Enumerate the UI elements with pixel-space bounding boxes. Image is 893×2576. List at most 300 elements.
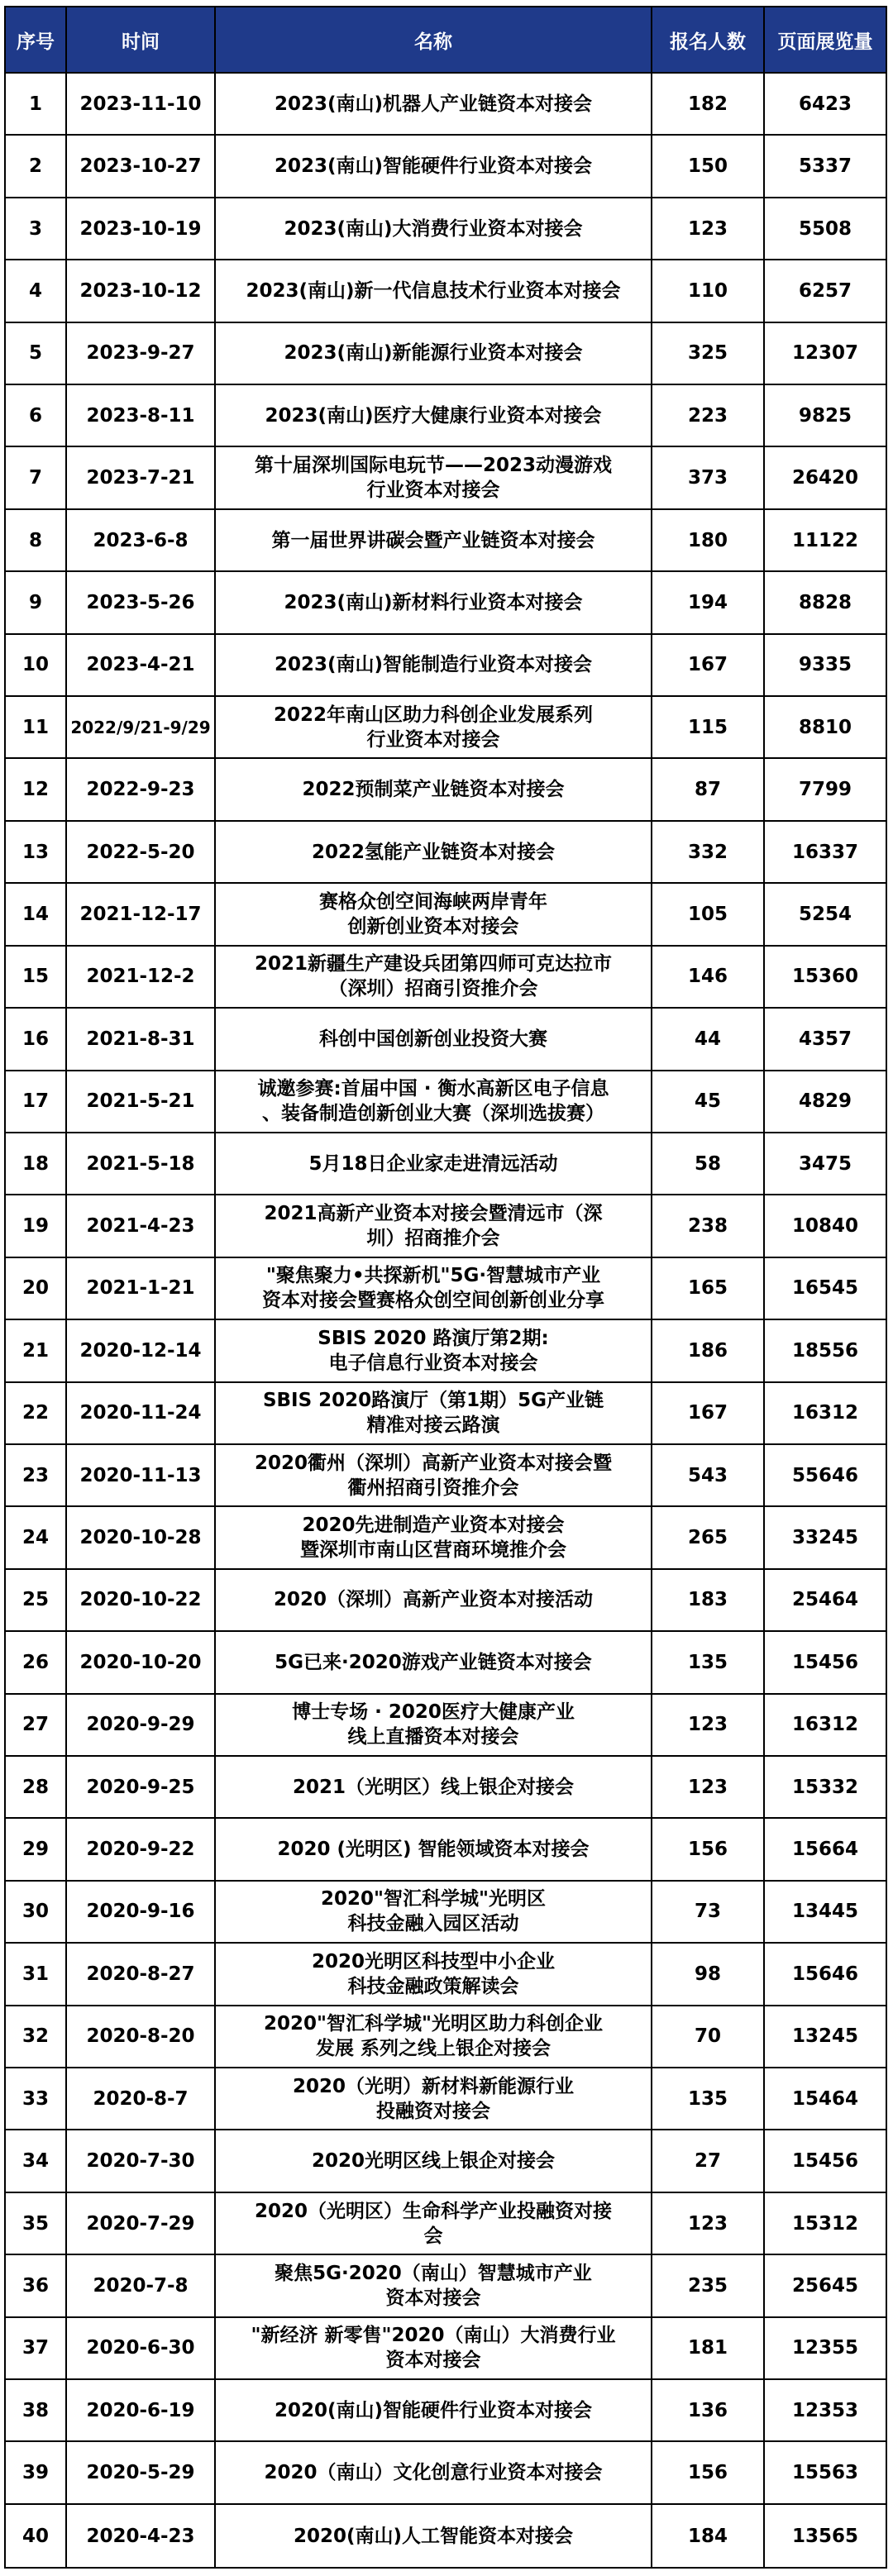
cell-name-line: 暨深圳市南山区营商环境推介会 [300,1539,566,1562]
cell-signups: 223 [652,385,765,447]
table-row [6,2442,886,2504]
cell-views: 4357 [765,1009,886,1071]
cell-name [216,198,652,260]
cell-signups: 180 [652,510,765,572]
cell-date: 2020-6-19 [67,2380,216,2442]
cell-name [216,1695,652,1757]
cell-index: 32 [6,2006,67,2068]
table-row [6,822,886,884]
table-row [6,1882,886,1944]
cell-index: 26 [6,1632,67,1694]
cell-date: 2023-8-11 [67,385,216,447]
cell-signups: 45 [652,1071,765,1133]
cell-views: 4829 [765,1071,886,1133]
cell-index: 12 [6,759,67,821]
cell-name-line: 行业资本对接会 [366,479,500,502]
cell-name [216,884,652,946]
cell-signups: 332 [652,822,765,884]
table-row [6,2380,886,2442]
cell-date: 2023-10-19 [67,198,216,260]
cell-views: 26420 [765,447,886,509]
cell-name-line: 2020衢州（深圳）高新产业资本对接会暨 [254,1452,612,1474]
cell-date: 2020-9-29 [67,1695,216,1757]
table-row [6,385,886,447]
cell-date: 2020-7-30 [67,2130,216,2192]
cell-name-line: 精准对接云路演 [366,1414,500,1437]
cell-name [216,1445,652,1507]
cell-name-line: 2023(南山)智能制造行业资本对接会 [274,654,593,676]
cell-signups: 135 [652,2068,765,2130]
cell-signups: 123 [652,1695,765,1757]
cell-date: 2020-6-30 [67,2318,216,2380]
table-row [6,1819,886,1881]
table-row [6,510,886,572]
cell-views: 10840 [765,1195,886,1257]
table-row [6,447,886,509]
table-row [6,1445,886,1507]
cell-name-line: 2022预制菜产业链资本对接会 [302,779,565,801]
cell-date: 2023-4-21 [67,635,216,697]
table-row [6,1133,886,1195]
cell-views: 13565 [791,2525,859,2547]
cell-name-line: 衢州招商引资推介会 [347,1476,519,1499]
cell-signups: 238 [652,1195,765,1257]
cell-signups: 98 [652,1944,765,2006]
cell-name [216,510,652,572]
table-row [6,2130,886,2192]
cell-name [216,635,652,697]
cell-signups: 165 [652,1258,765,1320]
table-row [6,947,886,1009]
cell-name-line: 2020(南山)人工智能资本对接会 [293,2525,574,2547]
table-row [6,2255,886,2317]
table-row [6,884,886,946]
cell-name-line: 2023(南山)医疗大健康行业资本对接会 [265,404,602,427]
cell-views: 15664 [765,1819,886,1881]
cell-date: 2020-11-24 [67,1383,216,1445]
cell-name [216,1320,652,1382]
table-row [6,1507,886,1569]
table-row [6,759,886,821]
cell-signups: 182 [652,74,765,136]
cell-name [216,2318,652,2380]
cell-name [216,2505,652,2567]
table-row [6,1195,886,1257]
cell-name [216,447,652,509]
header-signups: 报名人数 [652,7,765,74]
cell-signups: 265 [652,1507,765,1569]
cell-name [216,260,652,322]
cell-index: 5 [6,323,67,385]
cell-date: 2020-9-16 [67,1882,216,1944]
cell-name-line: 科创中国创新创业投资大赛 [319,1028,547,1050]
cell-signups: 156 [652,2442,765,2504]
cell-index: 25 [6,1570,67,1632]
cell-views: 8828 [765,572,886,634]
cell-index: 24 [6,1507,67,1569]
table-row [6,260,886,322]
cell-name [216,2255,652,2317]
cell-name-line: 赛格众创空间海峡两岸青年 [319,890,547,913]
cell-index: 23 [6,1445,67,1507]
cell-views: 3475 [765,1133,886,1195]
cell-date: 2023-6-8 [67,510,216,572]
cell-date: 2020-9-25 [67,1757,216,1819]
table-row [6,1944,886,2006]
cell-signups: 150 [652,136,765,198]
cell-name [216,947,652,1009]
cell-name [216,572,652,634]
cell-signups: 110 [652,260,765,322]
table-row [6,1570,886,1632]
cell-name [216,1071,652,1133]
cell-views: 16312 [765,1383,886,1445]
cell-views: 16312 [765,1695,886,1757]
cell-date: 2021-1-21 [67,1258,216,1320]
cell-signups: 167 [652,1383,765,1445]
cell-views: 55646 [765,1445,886,1507]
cell-date: 2021-8-31 [67,1009,216,1071]
cell-signups: 325 [652,323,765,385]
cell-name [216,2068,652,2130]
cell-views: 12307 [765,323,886,385]
table-row [6,635,886,697]
cell-name-line: 2023(南山)机器人产业链资本对接会 [274,93,593,115]
cell-name-line: 5G已来·2020游戏产业链资本对接会 [275,1651,592,1673]
cell-date: 2020-8-7 [67,2068,216,2130]
cell-name-line: 线上直播资本对接会 [347,1726,519,1748]
table-row [6,136,886,198]
cell-views: 16545 [765,1258,886,1320]
cell-date: 2023-5-26 [67,572,216,634]
cell-views: 25645 [765,2255,886,2317]
cell-signups: 105 [652,884,765,946]
cell-index: 15 [6,947,67,1009]
cell-views: 12353 [765,2380,886,2442]
cell-index: 10 [6,635,67,697]
cell-index: 30 [6,1882,67,1944]
cell-name [216,2193,652,2255]
cell-signups: 123 [652,2193,765,2255]
cell-index: 1 [6,74,67,136]
cell-date: 2020-5-29 [67,2442,216,2504]
table-row [6,572,886,634]
cell-date: 2023-10-12 [67,260,216,322]
cell-date: 2022-9-23 [67,759,216,821]
cell-name-line: （深圳）招商引资推介会 [328,978,538,1000]
cell-index: 20 [6,1258,67,1320]
cell-index: 27 [6,1695,67,1757]
cell-name [216,697,652,759]
cell-name-line: "聚焦聚力•共探新机"5G·智慧城市产业 [265,1265,601,1287]
cell-views: 8810 [765,697,886,759]
table-row [6,1383,886,1445]
table-row [6,1071,886,1133]
cell-views: 18556 [765,1320,886,1382]
cell-name-line: 博士专场 · 2020医疗大健康产业 [292,1701,575,1724]
cell-date: 2021-5-18 [67,1133,216,1195]
table-row [6,2318,886,2380]
cell-date: 2020-7-29 [67,2193,216,2255]
cell-views: 15456 [765,1632,886,1694]
cell-name-line: 2022年南山区助力科创企业发展系列 [273,704,593,726]
cell-date: 2021-5-21 [67,1071,216,1133]
header-name: 名称 [216,7,652,74]
cell-views: 9825 [765,385,886,447]
header-views: 页面展览量 [765,7,886,74]
cell-signups: 156 [652,1819,765,1881]
cell-name [216,1258,652,1320]
cell-index: 35 [6,2193,67,2255]
cell-index: 38 [6,2380,67,2442]
cell-name-line: 2020光明区线上银企对接会 [311,2150,555,2173]
cell-name [216,1507,652,1569]
cell-name-line: 2023(南山)新能源行业资本对接会 [284,342,583,365]
cell-name [216,822,652,884]
header-date: 时间 [67,7,216,74]
cell-name [216,1133,652,1195]
cell-signups: 115 [652,697,765,759]
cell-name-line: 电子信息行业资本对接会 [328,1352,538,1374]
table-row [6,2006,886,2068]
cell-index: 17 [6,1071,67,1133]
cell-signups: 373 [652,447,765,509]
table-body [6,74,886,2567]
cell-views: 15563 [765,2442,886,2504]
cell-date: 2020-8-20 [67,2006,216,2068]
cell-name-line: 2020"智汇科学城"光明区助力科创企业 [264,2013,603,2035]
cell-name-line: 2023(南山)新一代信息技术行业资本对接会 [246,279,621,302]
cell-name [216,759,652,821]
cell-date: 2021-12-2 [67,947,216,1009]
cell-views: 15456 [765,2130,886,2192]
cell-index: 8 [6,510,67,572]
cell-index: 19 [6,1195,67,1257]
cell-date: 2020-9-22 [67,1819,216,1881]
cell-views: 16337 [765,822,886,884]
cell-views: 15646 [765,1944,886,2006]
cell-name-line: 诚邀参赛:首届中国 · 衡水高新区电子信息 [257,1078,609,1100]
cell-date: 2023-11-10 [67,74,216,136]
cell-signups: 87 [652,759,765,821]
cell-name [216,1819,652,1881]
cell-views: 15360 [765,947,886,1009]
table-row [6,1320,886,1382]
cell-index: 4 [6,260,67,322]
cell-signups: 146 [652,947,765,1009]
cell-name-line: 2021（光明区）线上银企对接会 [292,1776,574,1798]
cell-name-line: 2022氢能产业链资本对接会 [311,841,555,863]
cell-name-line: 5月18日企业家走进清远活动 [308,1152,558,1175]
cell-views: 11122 [765,510,886,572]
table-row [6,697,886,759]
cell-name [216,385,652,447]
cell-name-line: 2023(南山)新材料行业资本对接会 [284,591,583,613]
cell-signups: 183 [652,1570,765,1632]
cell-signups: 181 [652,2318,765,2380]
cell-name [216,74,652,136]
cell-name-line: 2023(南山)大消费行业资本对接会 [284,217,583,240]
cell-index: 29 [6,1819,67,1881]
cell-index: 21 [6,1320,67,1382]
table-row [6,2505,886,2567]
cell-index: 31 [6,1944,67,2006]
cell-index: 40 [6,2505,67,2567]
cell-signups: 123 [652,198,765,260]
cell-name [216,2380,652,2442]
cell-index: 11 [6,697,67,759]
cell-views: 5254 [765,884,886,946]
cell-signups: 186 [652,1320,765,1382]
cell-name-line: 2023(南山)智能硬件行业资本对接会 [274,155,593,178]
cell-name-line: 2020"智汇科学城"光明区 [321,1888,546,1911]
cell-signups: 136 [652,2380,765,2442]
cell-name-line: 创新创业资本对接会 [347,915,519,937]
cell-name [216,1009,652,1071]
cell-name-line: 2020先进制造产业资本对接会 [302,1515,565,1537]
cell-name-line: 2020（光明）新材料新能源行业 [292,2075,574,2097]
cell-name-line: 2020(南山)智能硬件行业资本对接会 [274,2399,593,2421]
cell-date: 2023-9-27 [67,323,216,385]
cell-index: 3 [6,198,67,260]
cell-date: 2023-10-27 [67,136,216,198]
table-header [6,7,886,74]
cell-name-line: 资本对接会 [385,2349,481,2372]
cell-name [216,1570,652,1632]
cell-index: 6 [6,385,67,447]
cell-index: 13 [6,822,67,884]
cell-views: 6257 [765,260,886,322]
cell-name-line: 投融资对接会 [376,2100,490,2122]
cell-name-line: 行业资本对接会 [366,728,500,751]
cell-index: 2 [6,136,67,198]
cell-views: 5337 [765,136,886,198]
cell-name-line: 资本对接会暨赛格众创空间创新创业分享 [262,1290,604,1312]
cell-name [216,323,652,385]
header-index: 序号 [6,7,67,74]
cell-date: 2020-10-28 [67,1507,216,1569]
cell-name-line: 2020 (光明区) 智能领域资本对接会 [277,1839,590,1861]
cell-views: 25464 [765,1570,886,1632]
cell-views: 6423 [765,74,886,136]
cell-name-line: 科技金融政策解读会 [347,1975,519,1997]
cell-views: 15312 [765,2193,886,2255]
cell-index: 9 [6,572,67,634]
cell-name-line: 发展 系列之线上银企对接会 [315,2038,551,2060]
cell-name-line: 2021高新产业资本对接会暨清远市（深 [264,1203,603,1225]
cell-views: 7799 [765,759,886,821]
cell-date: 2022/9/21-9/29 [67,697,216,759]
cell-name-line: 2021新疆生产建设兵团第四师可克达拉市 [254,953,612,976]
cell-index: 7 [6,447,67,509]
cell-index: 22 [6,1383,67,1445]
cell-views: 15332 [765,1757,886,1819]
table-row [6,323,886,385]
cell-signups: 184 [652,2505,765,2567]
table-row [6,1258,886,1320]
cell-index: 16 [6,1009,67,1071]
cell-name-line: 第十届深圳国际电玩节——2023动漫游戏 [254,455,612,477]
cell-name [216,2130,652,2192]
cell-views: 5508 [765,198,886,260]
cell-date: 2023-7-21 [67,447,216,509]
cell-name [216,1383,652,1445]
cell-name-line: 聚焦5G·2020（南山）智慧城市产业 [275,2262,592,2284]
table-row [6,1695,886,1757]
table-row [6,74,886,136]
cell-index: 18 [6,1133,67,1195]
cell-views: 13445 [765,1882,886,1944]
cell-index: 33 [6,2068,67,2130]
cell-name [216,136,652,198]
cell-name [216,1195,652,1257]
cell-views: 12355 [765,2318,886,2380]
cell-signups: 27 [652,2130,765,2192]
cell-name-line: 会 [423,2225,443,2247]
cell-signups: 194 [652,572,765,634]
cell-index: 36 [6,2255,67,2317]
table-row [6,2193,886,2255]
cell-date: 2020-10-20 [67,1632,216,1694]
cell-date: 2020-11-13 [67,1445,216,1507]
cell-name [216,1944,652,2006]
cell-name-line: 、装备制造创新创业大赛（深圳选拔赛） [262,1103,604,1125]
table-row [6,198,886,260]
cell-signups: 44 [652,1009,765,1071]
cell-index: 14 [6,884,67,946]
cell-views: 13245 [765,2006,886,2068]
cell-name-line: 2020（南山）文化创意行业资本对接会 [264,2462,603,2484]
cell-signups: 123 [652,1757,765,1819]
cell-signups: 135 [652,1632,765,1694]
cell-views: 9335 [765,635,886,697]
cell-signups: 235 [652,2255,765,2317]
table-row [6,1009,886,1071]
cell-name-line: 第一届世界讲碳会暨产业链资本对接会 [271,529,595,551]
cell-name [216,2006,652,2068]
cell-signups: 58 [652,1133,765,1195]
cell-name-line: 2020光明区科技型中小企业 [311,1950,555,1973]
events-table [4,6,887,2569]
cell-signups: 70 [652,2006,765,2068]
table-row [6,1757,886,1819]
cell-views: 33245 [765,1507,886,1569]
cell-name [216,1882,652,1944]
cell-name-line: 2020（光明区）生命科学产业投融资对接 [254,2200,612,2222]
cell-name [216,1632,652,1694]
table-row [6,1632,886,1694]
cell-name-line: "新经济 新零售"2020（南山）大消费行业 [251,2325,616,2347]
cell-signups: 167 [652,635,765,697]
cell-date: 2020-4-23 [67,2505,216,2567]
cell-index: 34 [6,2130,67,2192]
cell-date: 2022-5-20 [67,822,216,884]
cell-name-line: 资本对接会 [385,2287,481,2309]
cell-date: 2020-10-22 [67,1570,216,1632]
cell-views: 15464 [765,2068,886,2130]
cell-index: 39 [6,2442,67,2504]
cell-name-line: 科技金融入园区活动 [347,1913,519,1935]
cell-name [216,1757,652,1819]
cell-name-line: SBIS 2020路演厅（第1期）5G产业链 [262,1390,604,1412]
cell-date: 2020-7-8 [67,2255,216,2317]
table-row [6,2068,886,2130]
cell-signups: 73 [652,1882,765,1944]
cell-date: 2021-4-23 [67,1195,216,1257]
cell-name-line: 2020（深圳）高新产业资本对接活动 [273,1589,593,1611]
cell-name [216,2442,652,2504]
cell-date: 2020-8-27 [67,1944,216,2006]
